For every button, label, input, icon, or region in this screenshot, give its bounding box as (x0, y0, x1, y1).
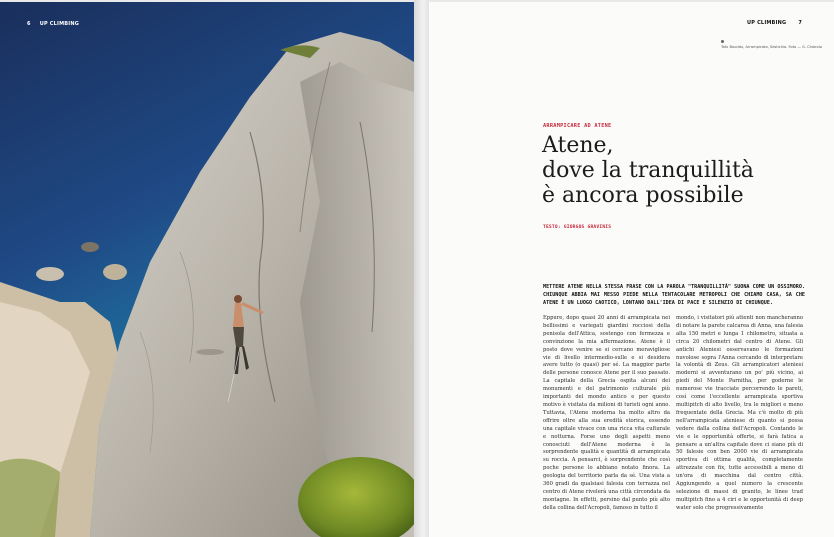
body-text: Eppure, dopo quasi 20 anni di arrampicata nei bellissimi e variegati giardini rocciosi della penisola dell'Attica, sostengo con fermezza e convinzione la mia affermazione. Atene è il posto dove venire se si cercano meravigliose vie di livello intermedio-sulle e si desidera avere tutto (o quasi) per sé. La maggior parte delle persone conosce Atene per il suo passato. La capitale della Grecia ospita alcuni dei monumenti e del patrimonio culturale più importanti del mondo antico e per questo motivo è visitata da milioni di turisti ogni anno. Tuttavia, l'Atene moderna ha molto altro da offrire oltre alla sua eredità storica, essendo una capitale vivace con una ricca vita culturale e notturna. Forse uno degli aspetti meno conosciuti dell'Atene moderna è la sorprendente qualità e quantità di arrampicata su roccia. A pensarci, è sorprendente che così poche persone lo abbiano notato finora. La geologia del territorio parla da sé. Una vista a 360 gradi da qualsiasi falesia con terrazza nel centro di Atene rivelerà una città circondata da montagne. In effetti, persino dal punto più alto della collina dell'Acropoli, famoso in tutto il (543, 315, 670, 511)
title-line: dove la tranquillità (542, 158, 754, 183)
climbing-photo (0, 2, 414, 537)
article-kicker: ARRAMPICARE AD ATENE (543, 123, 612, 129)
right-folio (747, 20, 802, 26)
left-page-number: 6 (27, 21, 31, 27)
right-page-number: 7 (798, 20, 803, 26)
photo-credit (721, 40, 826, 51)
title-line: Atene, (542, 133, 614, 158)
article-lead: METTERE ATENE NELLA STESSA FRASE CON LA PAROLA "TRANQUILLITÀ" SUONA COME UN OSSIMORO. CHIUNQUE ABBIA MAI MESSO PIEDE NELLA TENTACOLARE METROPOLI CHE CHIAMO CASA, SA CHE ATENE È UN LUOGO CAOTICO, LONTANO DALL'IDEA DI PACE E SILENZIO DI CHIUNQUE. (543, 284, 805, 306)
right-page (429, 2, 834, 537)
article-title (542, 133, 812, 208)
left-page (0, 2, 414, 537)
body-text: mondo, i visitatori più attenti non mancheranno di notare la parete calcarea di Anna, una falesia alta 150 metri e lunga 1 chilometro, situata a circa 20 chilometri dal centro di Atene. Gli antichi Ateniesi osservavano le formazioni nuvolose sopra l'Anna cercando di interpretare la volontà di Zeus. Gli arrampicatori ateniesi moderni si avventurano un po' più vicino, ai piedi del Monte Parnitha, per goderne le numerose vie tracciate percorrendo le pareti, così come l'eccellente arrampicata sportiva multipitch di alto livello, tra le migliori e meno frequentate della Grecia. Ma c'è molto di più nell'arrampicata ateniese di quanto si possa vedere dalla collina dell'Acropoli. Contando le vie e le opportunità offerte, si farà fatica a pensare a un'altra capitale dove ci siano più di 50 falesie con ben 2000 vie di arrampicata sportiva di ottima qualità, completamente attrezzate con fix, tutte accessibili a meno di un'ora di macchina dal centro città. Aggiungendo a quel numero la crescente selezione di massi di granito, le linee trad multipitch fino a 4 ciri e le opportunità di deep water solo che progressivamente (676, 315, 803, 511)
photo-credit-text: Tofu Bouddu, Arrampicata, Sestichia. Foto — G. Chiarolo (721, 45, 822, 49)
title-line: è ancora possibile (542, 183, 744, 208)
left-folio (27, 21, 79, 27)
credit-bullet-icon (721, 40, 724, 43)
right-section-label: UP CLIMBING (747, 20, 787, 26)
body-column-1 (543, 315, 670, 513)
body-column-2 (676, 315, 803, 513)
article-byline: TESTO: GIORGOS GRAVINIS (543, 225, 612, 230)
spine-gutter (414, 0, 429, 537)
left-section-label: UP CLIMBING (39, 21, 80, 27)
